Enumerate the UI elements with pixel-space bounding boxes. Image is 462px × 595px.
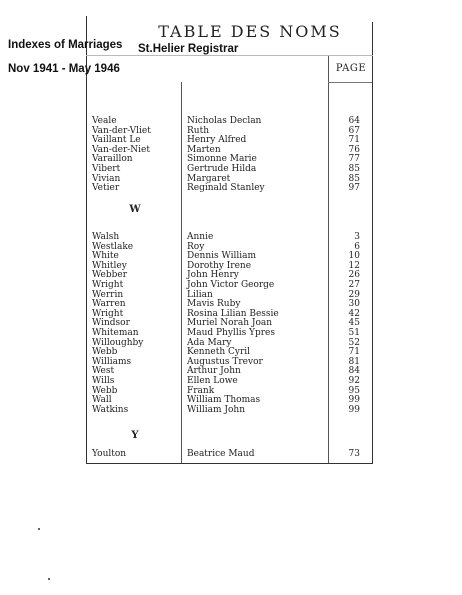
surname-cell: Van-der-Vliet xyxy=(92,125,151,136)
given-names-cell: John Victor George xyxy=(187,280,275,290)
page-title: TABLE DES NOMS xyxy=(158,22,342,41)
index-row xyxy=(0,309,462,319)
given-names-cell: Henry Alfred xyxy=(187,135,247,146)
surname-cell: Vaillant Le xyxy=(92,135,141,146)
given-names-cell: Ada Mary xyxy=(187,337,232,348)
page-number-cell: 99 xyxy=(348,404,360,415)
given-names-cell: Rosina Lilian Bessie xyxy=(187,308,279,319)
index-row xyxy=(0,395,462,405)
surname-cell: Vetier xyxy=(92,183,120,194)
page-number-cell: 84 xyxy=(348,366,360,377)
surname-cell: Webber xyxy=(92,270,127,281)
scan-speck xyxy=(48,578,50,580)
surname-cell: Westlake xyxy=(92,241,134,252)
page-number-cell: 85 xyxy=(348,173,360,184)
surname-cell: Willoughby xyxy=(92,337,144,348)
index-row xyxy=(0,135,462,145)
index-row xyxy=(0,366,462,376)
index-row xyxy=(0,290,462,300)
index-row xyxy=(0,232,462,242)
page-number-cell: 12 xyxy=(348,260,360,271)
index-row xyxy=(0,154,462,164)
surname-cell: Van-der-Niet xyxy=(92,144,151,155)
surname-cell: Watkins xyxy=(92,404,129,415)
page-number-cell: 71 xyxy=(348,135,360,146)
surname-cell: Webb xyxy=(92,347,118,358)
index-row xyxy=(0,174,462,184)
index-row xyxy=(0,328,462,338)
given-names-cell: Lilian xyxy=(187,289,213,300)
page-number-cell: 85 xyxy=(348,164,360,174)
page-number-cell: 76 xyxy=(348,144,360,155)
section-letter-y: Y xyxy=(131,430,139,441)
given-names-cell: Kenneth Cyril xyxy=(187,347,251,358)
index-row xyxy=(0,164,462,174)
page-number-cell: 3 xyxy=(354,232,360,242)
page-number-cell: 10 xyxy=(348,251,360,262)
index-row xyxy=(0,270,462,280)
given-names-cell: Gertrude Hilda xyxy=(187,164,257,174)
page-number-cell: 73 xyxy=(348,449,360,459)
index-row xyxy=(0,347,462,357)
index-row xyxy=(0,299,462,309)
scan-speck xyxy=(38,528,40,530)
index-row xyxy=(0,280,462,290)
page-number-cell: 51 xyxy=(348,328,360,338)
surname-cell: Varaillon xyxy=(92,154,133,165)
index-row xyxy=(0,145,462,155)
given-names-cell: Simonne Marie xyxy=(187,154,257,165)
overlay-caption-registrar: St.Helier Registrar xyxy=(138,43,239,55)
page-number-cell: 6 xyxy=(354,241,360,252)
given-names-cell: Arthur John xyxy=(187,366,241,377)
surname-cell: Werrin xyxy=(92,289,124,300)
surname-cell: Veale xyxy=(92,116,117,126)
given-names-cell: Roy xyxy=(187,241,205,252)
page-column-header: PAGE xyxy=(335,63,367,74)
surname-cell: Windsor xyxy=(92,318,130,329)
index-row xyxy=(0,318,462,328)
surname-cell: Wright xyxy=(92,308,124,319)
page-number-cell: 71 xyxy=(348,347,360,358)
page-number-cell: 77 xyxy=(348,154,360,165)
section-letter-w: W xyxy=(129,204,141,215)
surname-cell: Whitley xyxy=(92,260,127,271)
surname-cell: Warren xyxy=(92,299,126,310)
page-number-cell: 29 xyxy=(348,289,360,300)
page-number-cell: 27 xyxy=(348,280,360,290)
given-names-cell: Dennis William xyxy=(187,251,256,262)
page-number-cell: 97 xyxy=(348,183,360,194)
page-number-cell: 45 xyxy=(348,318,360,329)
given-names-cell: Frank xyxy=(187,385,215,396)
index-row xyxy=(0,357,462,367)
given-names-cell: Mavis Ruby xyxy=(187,299,241,310)
surname-cell: White xyxy=(92,251,119,262)
surname-cell: Vibert xyxy=(92,164,121,174)
given-names-cell: Marten xyxy=(187,144,221,155)
given-names-cell: Beatrice Maud xyxy=(187,449,255,459)
index-row xyxy=(0,183,462,193)
overlay-caption-indexes: Indexes of Marriages xyxy=(8,39,123,51)
header-rule xyxy=(86,55,373,56)
given-names-cell: Reginald Stanley xyxy=(187,183,265,194)
surname-cell: Wills xyxy=(92,376,115,386)
given-names-cell: Nicholas Declan xyxy=(187,116,262,126)
given-names-cell: William John xyxy=(187,404,245,415)
page-number-cell: 64 xyxy=(348,116,360,126)
index-row xyxy=(0,376,462,386)
page-number-cell: 67 xyxy=(348,125,360,136)
index-row xyxy=(0,116,462,126)
surname-cell: Vivian xyxy=(92,173,121,184)
index-row xyxy=(0,261,462,271)
given-names-cell: Dorothy Irene xyxy=(187,260,252,271)
surname-cell: West xyxy=(92,366,115,377)
index-row xyxy=(0,405,462,415)
overlay-caption-date-range: Nov 1941 - May 1946 xyxy=(8,63,120,75)
page-number-cell: 99 xyxy=(348,395,360,406)
index-row xyxy=(0,338,462,348)
surname-cell: Williams xyxy=(92,356,132,367)
page-header-rule xyxy=(328,82,372,83)
surname-cell: Wright xyxy=(92,280,124,290)
surname-cell: Wall xyxy=(92,395,112,406)
page-number-cell: 30 xyxy=(348,299,360,310)
frame-bottom-border xyxy=(86,463,373,464)
given-names-cell: Maud Phyllis Ypres xyxy=(187,328,276,338)
given-names-cell: Augustus Trevor xyxy=(187,356,263,367)
page-number-cell: 95 xyxy=(348,385,360,396)
index-row xyxy=(0,242,462,252)
index-row xyxy=(0,386,462,396)
surname-cell: Youlton xyxy=(92,449,127,459)
given-names-cell: Annie xyxy=(187,232,214,242)
surname-cell: Walsh xyxy=(92,232,120,242)
index-row xyxy=(0,126,462,136)
page-number-cell: 92 xyxy=(348,376,360,386)
page-number-cell: 42 xyxy=(348,308,360,319)
surname-cell: Whiteman xyxy=(92,328,139,338)
given-names-cell: William Thomas xyxy=(187,395,261,406)
page-number-cell: 81 xyxy=(348,356,360,367)
index-row xyxy=(0,449,462,459)
given-names-cell: Ruth xyxy=(187,125,209,136)
page-number-cell: 52 xyxy=(348,337,360,348)
given-names-cell: John Henry xyxy=(187,270,239,281)
given-names-cell: Muriel Norah Joan xyxy=(187,318,273,329)
page-number-cell: 26 xyxy=(348,270,360,281)
given-names-cell: Margaret xyxy=(187,173,231,184)
surname-cell: Webb xyxy=(92,385,118,396)
index-row xyxy=(0,251,462,261)
given-names-cell: Ellen Lowe xyxy=(187,376,238,386)
